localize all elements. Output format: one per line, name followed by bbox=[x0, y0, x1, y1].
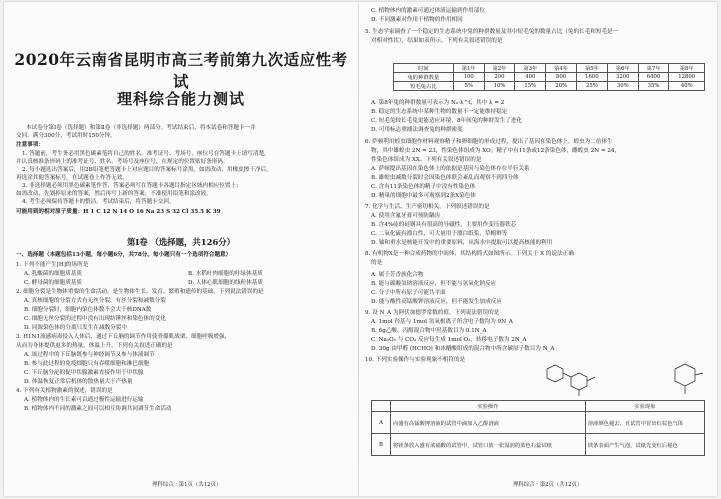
section-title: 第Ⅰ卷 （选择题，共126分） bbox=[126, 237, 236, 247]
exp-operation-cell: 将镁条放入盛有浓硝酸的试管中，试管口放一张湿润的蓝色石蕊试纸 bbox=[391, 434, 586, 456]
option-line: A. 植物体内的生长素可以通过极性运输进行运输 bbox=[24, 397, 144, 403]
structure-ring-x bbox=[667, 361, 707, 397]
exp-operation-cell: 向盛有高锰酸钾溶液的试管中滴加入乙醇溶液 bbox=[391, 412, 586, 434]
pop-header-cell: 第5年 bbox=[577, 64, 608, 73]
population-table bbox=[393, 63, 705, 91]
pop-cell: 100 bbox=[453, 73, 484, 82]
exam-title: 2020年云南省昆明市高三考前第九次适应性考试 bbox=[14, 50, 348, 91]
pop-row-label: 兔的种群数量 bbox=[394, 73, 454, 82]
option-line: A. 第8年兔的种群数量可表示为 N₀·λ^t，其中 λ = 2 bbox=[371, 100, 505, 106]
experiment-table bbox=[371, 400, 705, 456]
exp-header-cell: 实验现象 bbox=[585, 401, 704, 412]
pop-cell: 200 bbox=[484, 73, 515, 82]
option-line: A. 真核细胞的分裂方式有无丝分裂、有丝分裂和减数分裂 bbox=[24, 298, 166, 304]
pop-cell: 30% bbox=[607, 82, 638, 91]
exam-subtitle: 理科综合能力测试 bbox=[116, 90, 245, 108]
atomic-masses: 可能用到的相对原子质量：H 1 C 12 N 14 O 16 Na 23 S 32 Cl 35.5 K 39 bbox=[16, 209, 221, 215]
option-line: A. 1mol 羟基与 1mol 氢氧根离子所含电子数均为 9N_A bbox=[371, 319, 513, 325]
option-line: C. 短毛兔较长毛兔更能适应环境，8年间兔的种群发生了进化 bbox=[371, 118, 523, 124]
option-line: C. 二氧化硫有漂白性，可大量用于漂白纸浆、草帽辫等 bbox=[371, 231, 508, 237]
option-line: B. 含4%硅的硅钢具有很高的导磁性，主要用作变压器铁芯 bbox=[371, 222, 517, 228]
pop-row-label: 短毛兔占比 bbox=[394, 82, 454, 91]
option-line: B. 植物体内不同的激素之间可以相互协调共同调节生命活动 bbox=[24, 406, 172, 412]
option-line: D. 不同激素对作用于植物的作用相同 bbox=[371, 17, 463, 23]
question-line: 对相对性状），结果如表所示。下列有关叙述错误的是 bbox=[371, 38, 503, 44]
option-line: D. 同源染色体的分离只发生在减数分裂中 bbox=[24, 325, 127, 331]
structure-formula-x bbox=[537, 361, 601, 399]
option-line: B. 细胞分裂时，细胞内染色体数不会大于核DNA数 bbox=[24, 307, 152, 313]
option-line: C. 植物体内的激素可通过体液运输到作用部位 bbox=[371, 8, 485, 14]
pop-header-cell: 第6年 bbox=[607, 64, 638, 73]
question-line: 从而为身体提供更多的热量，体温上升。下列有关叙述正确的是 bbox=[16, 343, 173, 349]
question-line: 3. H1N1流感病毒侵入人体后，通过下丘脑的调节作用使骨骼肌战栗、细胞呼吸增强， bbox=[16, 334, 231, 340]
option-line: C. 下丘脑分泌的促甲状腺激素直接作用于甲状腺 bbox=[24, 370, 144, 376]
pop-cell: 40% bbox=[669, 82, 705, 91]
exp-phenomenon-cell: 溶液颜色褪去，且试管中冒出红棕色气体 bbox=[585, 412, 704, 434]
question-line: 9. 设 N_A 为阿伏加德罗常数的值。下列说法错误的是 bbox=[365, 310, 500, 316]
notice-line: 3. 非选择题必须用黑色碳素笔作答，答案必须写在答题卡各题目指定区域内相应位置上； bbox=[22, 183, 242, 189]
question-line: 的是 bbox=[371, 260, 383, 266]
notice-line: 再选涂其他答案标号。在试题卷上作答无效。 bbox=[16, 175, 128, 181]
exp-header-cell: 实验操作 bbox=[391, 401, 586, 412]
pop-cell: 15% bbox=[515, 82, 546, 91]
pop-header-cell: 第3年 bbox=[515, 64, 546, 73]
question-line: 7. 化学与生活、生产密切相关。下列叙述错误的是 bbox=[365, 204, 490, 210]
intro-line: 交回。满分300分，考试用时150分钟。 bbox=[16, 133, 116, 139]
section-sub: 一、选择题（本题包括13小题，每小题6分，共78分。每小题只有一个选项符合题意） bbox=[16, 252, 232, 258]
notice-line: 2. 每小题选出答案后，用2B铅笔把答题卡上对应题目的答案标号涂黑。如需改动，用橡皮擦干净后， bbox=[22, 167, 272, 173]
page-footer: 理科综合 · 第1页（共12页） bbox=[152, 482, 222, 488]
option-line: C. 细胞无丝分裂的过程中没有出现纺锤丝和染色体的变化 bbox=[24, 316, 166, 322]
notice-line: 并认真核准条形码上的准考证号、姓名、考场号及座位号，在规定的位置贴好条形码。 bbox=[16, 159, 229, 165]
pop-header-cell: 第4年 bbox=[546, 64, 577, 73]
option-line: B. 参与此过程的免疫细胞只有吞噬细胞和淋巴细胞 bbox=[24, 361, 150, 367]
option-line: D. 精巢的细胞中最多可观察到2条X染色体 bbox=[371, 193, 476, 199]
question-line: 6. 萨顿利用蝗虫细胞作材料观察精子和卵细胞的形成过程，提出了基因在染色体上。蝗虫为二倍体生 bbox=[365, 139, 613, 145]
option-line: A. 乳酸菌的细胞质基质 bbox=[24, 271, 82, 277]
notice-line: 4. 考生必须保持答题卡的整洁。考试结束后，将答题卡交回。 bbox=[22, 199, 175, 205]
notice-line: 如需改动，先划掉原来的答案，然后再写上新的答案；不准使用铅笔和涂改液。 bbox=[16, 191, 212, 197]
option-line: D. 体温恢复正常后机体的散热量大于产热量 bbox=[24, 379, 133, 385]
question-line: 物，其中雄蝗虫 2N = 23，性染色体组成为 XO；精子中有11条或12条染色体，雌蝗虫 2N = 24， bbox=[371, 148, 621, 154]
option-line: A. 该过程中的下丘脑既参与神经调节又参与体液调节 bbox=[24, 352, 155, 358]
option-line: D. 人体心肌细胞的线粒体基质 bbox=[188, 280, 263, 286]
question-line: 4. 下列有关植物激素的叙述，错误的是 bbox=[16, 388, 113, 394]
option-line: B. 稳定的生态系统中某种生物的数量不一定能维持稳定 bbox=[371, 109, 508, 115]
pop-header-cell: 第1年 bbox=[453, 64, 484, 73]
option-line: D. 30g 由甲醛 (HCHO) 和冰醋酸组成的混合物中所含碳原子数目为 N_A bbox=[371, 346, 555, 352]
option-line: B. 水稻叶肉细胞的叶绿体基质 bbox=[188, 271, 263, 277]
option-line: A. 属于芳香族化合物 bbox=[371, 272, 424, 278]
pop-cell: 10% bbox=[484, 82, 515, 91]
question-line: 5. 生态学家调查了一个稳定的生态系统中兔的种群数量及其中短毛兔的数量占比（兔的长毛和短毛是一 bbox=[365, 29, 619, 35]
exp-header-cell bbox=[372, 401, 391, 412]
page-fold bbox=[358, 2, 359, 496]
option-line: A. 使用含氟牙膏可预防龋齿 bbox=[371, 213, 441, 219]
question-line: 10. 下列实验操作与实验现象不相符的是 bbox=[365, 357, 466, 363]
pop-cell: 5% bbox=[453, 82, 484, 91]
pop-cell: 3200 bbox=[607, 73, 638, 82]
option-line: B. 能与碳酸氢钠溶液反应，但不能与氢氧化钠反应 bbox=[371, 281, 497, 287]
option-line: B. 6g乙酸、丙醇混合物中羟基数目为 0.1N_A bbox=[371, 328, 487, 334]
option-line: B. 雄蝗虫减数分裂时会因染色体联会紊乱而观察不到四分体 bbox=[371, 175, 519, 181]
pop-header-cell: 第7年 bbox=[638, 64, 669, 73]
notice-title: 注意事项： bbox=[16, 142, 44, 148]
exp-option-cell: B bbox=[372, 434, 391, 456]
pop-cell: 20% bbox=[546, 82, 577, 91]
option-line: D. 可用标志重捕法调查兔的种群密度 bbox=[371, 127, 463, 133]
pop-header-cell: 时间 bbox=[394, 64, 454, 73]
pop-cell: 1600 bbox=[577, 73, 608, 82]
pop-header-cell: 第8年 bbox=[669, 64, 705, 73]
option-line: C. 分子中所有原子可能共平面 bbox=[371, 290, 446, 296]
option-line: A. 萨顿提出基因在染色体上的依据是基因与染色体存在平行关系 bbox=[371, 166, 530, 172]
question-line: 8. 有机物X是一种合成药物的中间体，其结构简式如图所示。下列关于 X 的说法正确 bbox=[365, 251, 574, 257]
pop-cell: 400 bbox=[515, 73, 546, 82]
question-line: 2. 细胞分裂是生物体重要的生命活动，是生物体生长、发育、繁殖和遗传的基础。下列说法错误的是 bbox=[16, 289, 264, 295]
exp-option-cell: A bbox=[372, 412, 391, 434]
pop-cell: 12800 bbox=[669, 73, 705, 82]
exp-phenomenon-cell: 镁条表面产生气泡，试纸先变红后褪色 bbox=[585, 434, 704, 456]
option-line: D. 能与酸性高锰酸钾溶液反应，但不能发生加成反应 bbox=[371, 299, 502, 305]
page-footer: 理科综合 · 第2页（共12页） bbox=[513, 482, 583, 488]
pop-header-cell: 第2年 bbox=[484, 64, 515, 73]
option-line: C. 酵母菌的细胞质基质 bbox=[24, 280, 82, 286]
question-line: 1. 下列不能产生[H]的场所是 bbox=[16, 262, 89, 268]
pop-cell: 800 bbox=[546, 73, 577, 82]
notice-line: 1. 答题前，考生务必用黑色碳素笔将自己的姓名、准考证号、考场号、座位号在答题卡上填写清楚， bbox=[22, 151, 270, 157]
pop-cell: 6400 bbox=[638, 73, 669, 82]
option-line: C. Na₂O₂ 与 CO₂ 反应每生成 1mol O₂，转移电子数为 2N_A bbox=[371, 337, 527, 343]
question-line: 性染色体组成为 XX。下列有关叙述错误的是 bbox=[371, 157, 482, 163]
left-page bbox=[12, 0, 350, 494]
option-line: C. 含有11条染色体的精子中没有性染色体 bbox=[371, 184, 476, 190]
intro-line: 本试卷分第Ⅰ卷（选择题）和第Ⅱ卷（非选择题）两部分。考试结束后，将本试卷和答题卡一并 bbox=[26, 125, 256, 131]
option-line: D. 铀和重水是核能开发中的重要原料，从海水中提取可以提高核能的利用 bbox=[371, 240, 553, 246]
pop-cell: 35% bbox=[638, 82, 669, 91]
right-page bbox=[363, 0, 713, 494]
pop-cell: 25% bbox=[577, 82, 608, 91]
